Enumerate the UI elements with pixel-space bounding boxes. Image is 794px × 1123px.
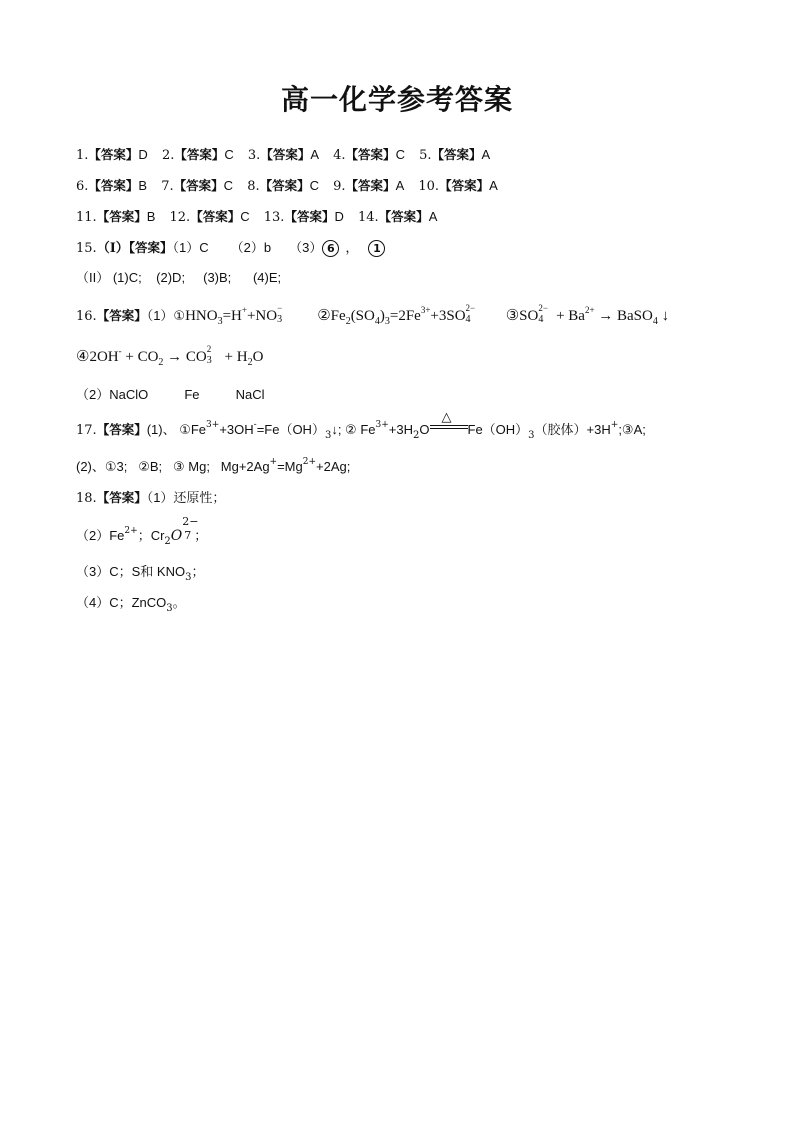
q15-line-1: 15.（I）【答案】（1）C （2）b （3） 6 ， 1	[76, 239, 385, 258]
heat-arrow: △	[430, 424, 468, 434]
q16-line-1: 16.【答案】$(1)①HNO_3=H^++NO$ − 3 $②Fe_2(SO_4)_3=2Fe^{3+}+3SO$ 2− 4 ③SO 2− 4 + $Ba^{2+}$ → BaSO$_4$ ↓	[76, 303, 670, 327]
q17-line-2: (2)、①3; ②B; ③ Mg; $Mg+2Ag^+=Mg^{2+}+2Ag$;	[76, 457, 351, 474]
answer-item: 1.【答案】D	[76, 147, 148, 163]
circled-1: 1	[368, 240, 385, 257]
answer-row-3	[76, 208, 447, 227]
answer-item: 4.【答案】C	[333, 147, 405, 163]
equation-2: $②Fe_2(SO_4)_3=2Fe^{3+}+3SO$ 2− 4	[317, 303, 476, 327]
equation-3: ③SO 2− 4 + $Ba^{2+}$ → BaSO$_4$ ↓	[505, 303, 670, 327]
q18-line-2: $(2)Fe^{2+}$；$Cr_2O$ 2− 7 ；	[76, 515, 208, 547]
q18-line-4: （4）C；ZnCO$_3$。	[76, 595, 186, 614]
answer-item: 5.【答案】A	[419, 147, 491, 163]
q16-line-3: （2）NaClO Fe NaCl	[76, 387, 265, 402]
answer-row-1	[76, 146, 500, 165]
q15-line-2: （II） (1)C; (2)D; (3)B; (4)E;	[76, 270, 282, 285]
circled-6: 6	[322, 240, 339, 257]
answer-item: 3.【答案】A	[247, 147, 319, 163]
q16-line-2	[76, 344, 264, 368]
answer-item: 13.【答案】D	[263, 209, 344, 225]
answer-item: 11.【答案】B	[76, 209, 156, 225]
answer-item: 7.【答案】C	[161, 178, 234, 194]
answer-item: 9.【答案】A	[333, 178, 405, 194]
answer-item: 6.【答案】B	[76, 178, 148, 194]
equation-1: $HNO_3=H^++NO$ − 3	[185, 303, 283, 327]
answer-item: 12.【答案】C	[169, 209, 250, 225]
answer-item: 8.【答案】C	[247, 178, 319, 194]
q18-line-3: （3）C；S和 $KNO_3$；	[76, 564, 205, 583]
answer-item: 2.【答案】C	[161, 147, 234, 163]
answer-item: 14.【答案】A	[357, 209, 438, 225]
answer-item: 10.【答案】A	[418, 178, 498, 194]
q17-line-1: 17.【答案】(1)、 $①Fe^{3+}+3OH^-=Fe(OH)_3↓$; ② $Fe^{3+}+3H_2O$ △ $Fe(OH)_3$（胶体）+3H+;③A;	[76, 410, 646, 441]
answer-row-2	[76, 177, 508, 196]
equation-4: ④2OH- + $CO_2$ → CO 2 3 + $H_2O$	[76, 344, 264, 368]
page-title: 高一化学参考答案	[280, 83, 513, 116]
q18-line-1: 18.【答案】（1）还原性；	[76, 490, 226, 506]
